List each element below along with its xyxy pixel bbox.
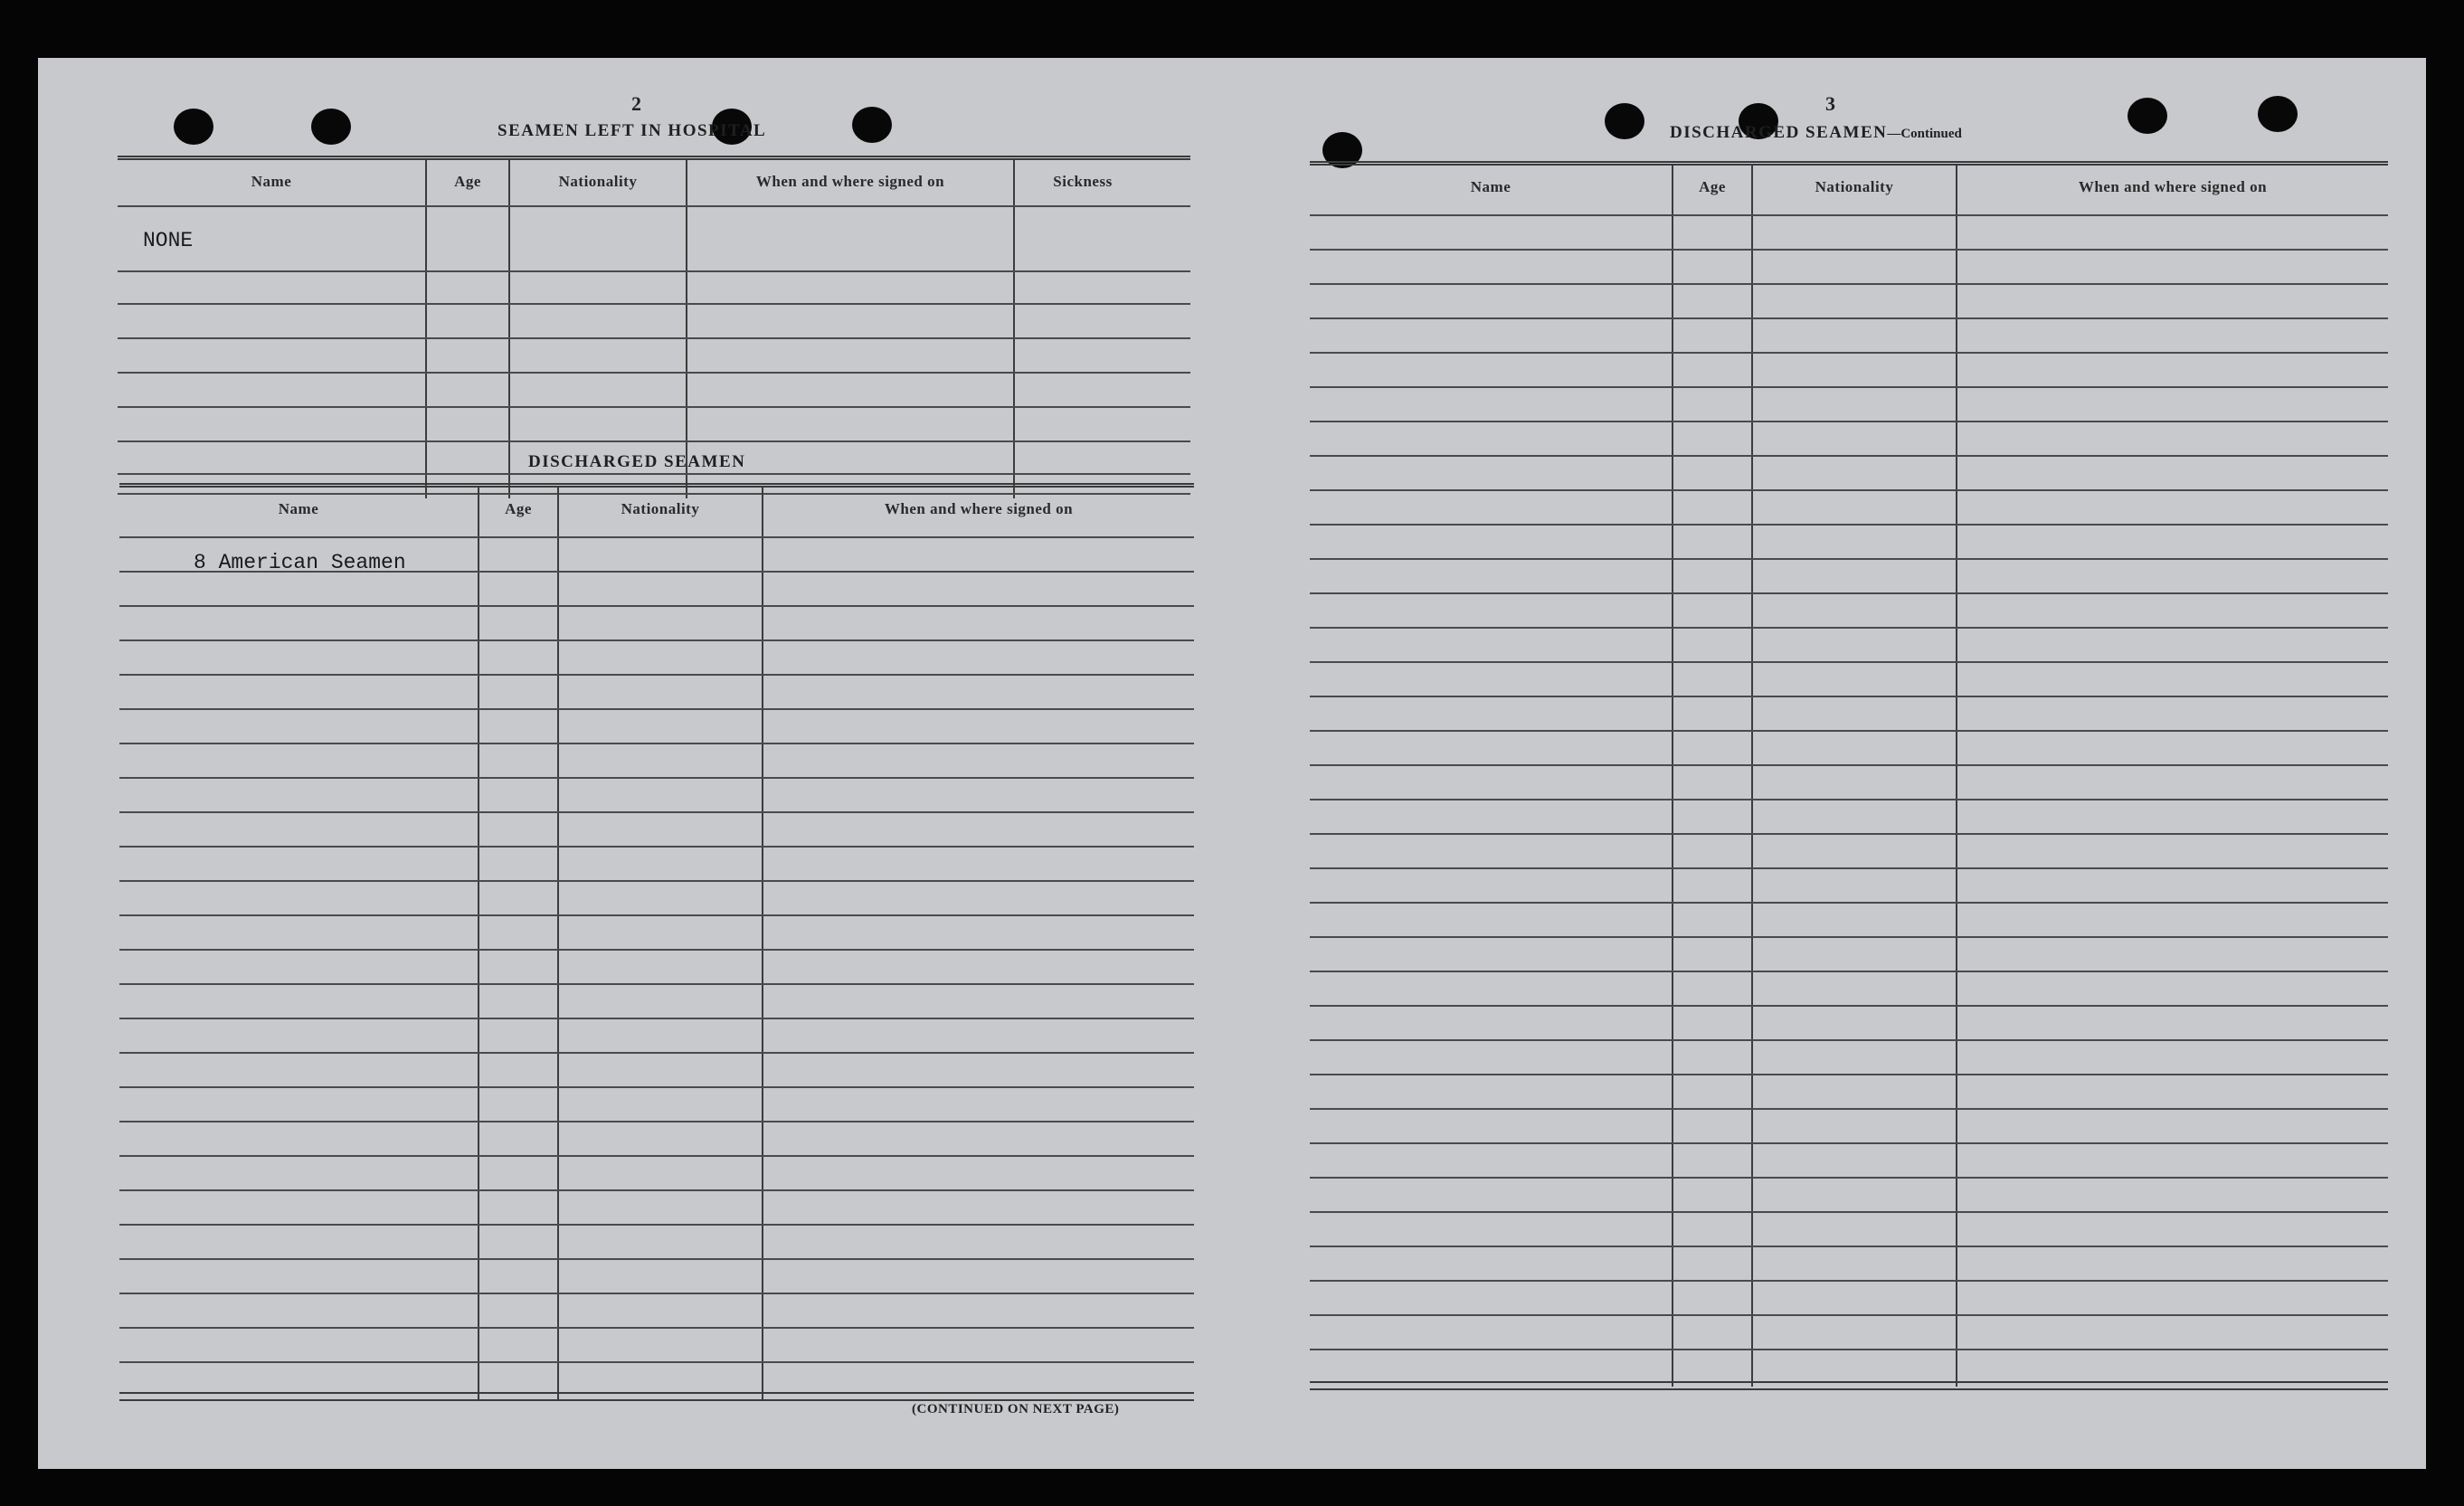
punch-hole <box>311 109 351 145</box>
row-rule <box>1310 1314 2388 1316</box>
row-rule <box>119 811 1194 813</box>
column-divider <box>686 160 687 498</box>
row-rule <box>118 473 1190 475</box>
row-rule <box>118 303 1190 305</box>
row-rule <box>1310 1074 2388 1075</box>
row-rule <box>1310 661 2388 663</box>
column-divider <box>557 488 559 1399</box>
row-rule <box>1310 489 2388 491</box>
row-rule <box>119 914 1194 916</box>
row-rule <box>1310 902 2388 904</box>
column-header: Age <box>454 173 481 190</box>
row-rule <box>118 440 1190 442</box>
row-rule <box>119 1258 1194 1260</box>
punch-hole <box>1605 103 1644 139</box>
discharged-table <box>119 483 1194 1401</box>
row-rule <box>1310 1108 2388 1110</box>
discharged-continued-title <box>1670 123 1962 143</box>
column-header: Name <box>1470 178 1512 195</box>
hospital-table <box>118 156 1190 498</box>
punch-hole <box>852 107 892 143</box>
column-header: Name <box>278 500 319 517</box>
column-header: When and where signed on <box>884 500 1074 517</box>
row-rule <box>1310 1211 2388 1213</box>
row-rule <box>1310 730 2388 732</box>
row-rule <box>119 949 1194 951</box>
discharged-section-title: DISCHARGED SEAMEN <box>528 452 746 471</box>
row-rule <box>119 846 1194 848</box>
column-divider <box>478 488 479 1399</box>
page-number-left: 2 <box>631 92 641 115</box>
row-rule <box>1310 1005 2388 1007</box>
page-number-right: 3 <box>1825 92 1835 115</box>
column-header: Age <box>505 500 532 517</box>
row-rule <box>1310 283 2388 285</box>
row-rule <box>119 1155 1194 1157</box>
row-rule <box>1310 936 2388 938</box>
row-rule <box>1310 214 2388 216</box>
row-rule <box>119 536 1194 538</box>
row-rule <box>1310 386 2388 388</box>
row-rule <box>1310 592 2388 594</box>
row-rule <box>1310 558 2388 560</box>
row-rule <box>1310 799 2388 800</box>
punch-hole <box>174 109 213 145</box>
row-rule <box>119 708 1194 710</box>
continued-footer: (CONTINUED ON NEXT PAGE) <box>912 1402 1120 1416</box>
table-bottom-rule <box>1310 1381 2388 1390</box>
column-divider <box>1672 166 1673 1387</box>
row-rule <box>119 1018 1194 1019</box>
row-rule <box>119 605 1194 607</box>
document-sheet <box>38 58 2426 1469</box>
row-rule <box>119 1121 1194 1122</box>
row-rule <box>1310 833 2388 835</box>
discharged-entry-name: 8 American Seamen <box>194 551 406 574</box>
row-rule <box>119 1293 1194 1294</box>
column-header: Name <box>251 173 292 190</box>
row-rule <box>1310 1349 2388 1350</box>
column-divider <box>508 160 510 498</box>
row-rule <box>118 406 1190 408</box>
column-divider <box>1751 166 1753 1387</box>
row-rule <box>1310 627 2388 629</box>
title-main: DISCHARGED SEAMEN <box>1670 123 1888 142</box>
column-header: When and where signed on <box>755 173 945 190</box>
row-rule <box>1310 696 2388 697</box>
column-divider <box>1956 166 1957 1387</box>
table-bottom-rule <box>119 1392 1194 1401</box>
column-header: When and where signed on <box>2078 178 2268 195</box>
row-rule <box>1310 1280 2388 1282</box>
punch-hole <box>2128 98 2167 134</box>
column-header: Age <box>1699 178 1726 195</box>
row-rule <box>1310 971 2388 972</box>
row-rule <box>119 1086 1194 1088</box>
row-rule <box>119 743 1194 744</box>
row-rule <box>1310 524 2388 526</box>
column-divider <box>425 160 427 498</box>
row-rule <box>1310 317 2388 319</box>
row-rule <box>118 372 1190 374</box>
row-rule <box>119 1327 1194 1329</box>
column-header: Nationality <box>1815 178 1894 195</box>
row-rule <box>118 205 1190 207</box>
discharged-continued-table <box>1310 161 2388 1397</box>
row-rule <box>1310 249 2388 251</box>
row-rule <box>119 983 1194 985</box>
row-rule <box>119 674 1194 676</box>
row-rule <box>1310 1039 2388 1041</box>
column-header: Nationality <box>621 500 700 517</box>
row-rule <box>119 880 1194 882</box>
row-rule <box>1310 455 2388 457</box>
title-suffix: —Continued <box>1887 127 1962 141</box>
column-divider <box>762 488 763 1399</box>
row-rule <box>1310 352 2388 354</box>
punch-hole <box>2258 96 2298 132</box>
row-rule <box>1310 764 2388 766</box>
row-rule <box>1310 867 2388 869</box>
row-rule <box>118 337 1190 339</box>
column-divider <box>1013 160 1015 498</box>
row-rule <box>119 639 1194 641</box>
row-rule <box>1310 1142 2388 1144</box>
row-rule <box>119 777 1194 779</box>
row-rule <box>119 1052 1194 1054</box>
hospital-section-title: SEAMEN LEFT IN HOSPITAL <box>498 121 767 140</box>
row-rule <box>1310 1177 2388 1179</box>
row-rule <box>1310 421 2388 422</box>
column-header: Sickness <box>1053 173 1113 190</box>
row-rule <box>119 1224 1194 1226</box>
row-rule <box>119 1189 1194 1191</box>
row-rule <box>119 1361 1194 1363</box>
row-rule <box>118 270 1190 272</box>
hospital-entry-name: NONE <box>143 229 194 252</box>
row-rule <box>1310 1246 2388 1247</box>
column-header: Nationality <box>558 173 638 190</box>
